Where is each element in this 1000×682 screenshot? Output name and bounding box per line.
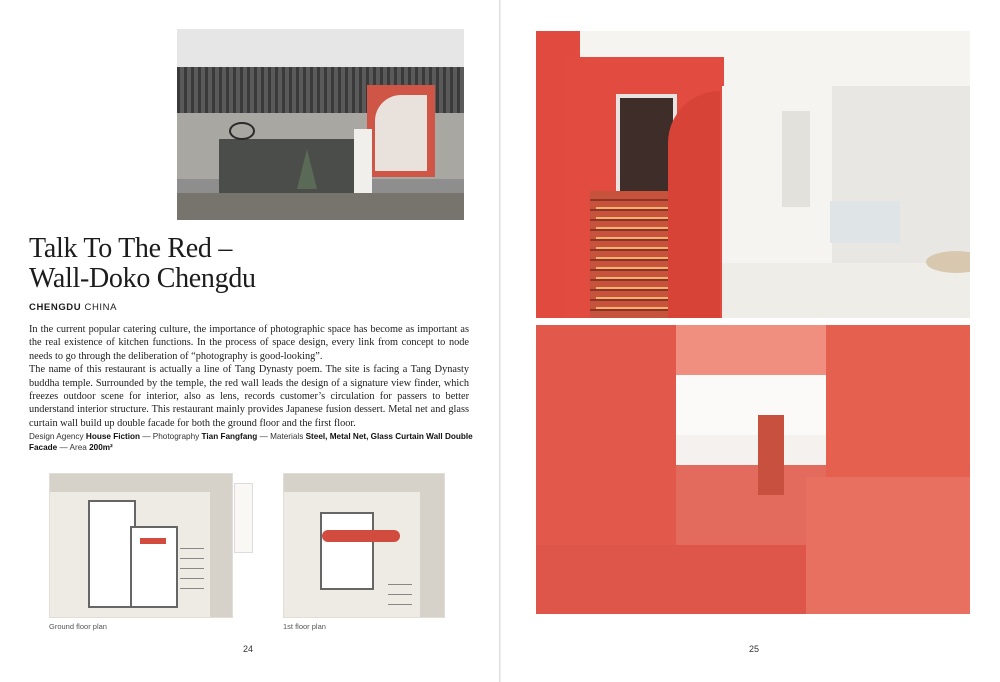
title-line-2: Wall-Doko Chengdu: [29, 263, 256, 294]
credit-label-agency: Design Agency: [29, 432, 84, 441]
article-title: [29, 234, 469, 294]
body-paragraph-1: In the current popular catering culture, the importance of photographic space has become as important as the real existence of kitchen functions. In the process of space design, every link from concept to node needs to go through the deliberation of “photography is good-looking”.: [29, 324, 469, 362]
page-number-right: 25: [749, 644, 760, 654]
plan-divider: [234, 483, 253, 553]
credit-label-materials: Materials: [270, 432, 304, 441]
credit-label-photography: Photography: [152, 432, 200, 441]
ground-floor-plan: [49, 473, 233, 618]
title-line-1: Talk To The Red –: [29, 233, 233, 264]
credit-materials: Steel, Metal Net, Glass Curtain Wall Double Facade: [29, 432, 473, 452]
credit-area: 200m²: [89, 442, 113, 452]
credit-photography: Tian Fangfang: [201, 432, 258, 441]
caption-first-floor: 1st floor plan: [283, 622, 326, 631]
location-city: CHENGDU: [29, 302, 82, 313]
left-page: [0, 0, 499, 682]
body-paragraph-2: The name of this restaurant is actually a line of Tang Dynasty poem. The site is facing a Tang Dynasty buddha temple. Surrounded by the temple, the red wall leads the design of a signature view finder, which freezes outdoor scene for interior, also as lens, records customer’s circulation for passers to better understand interior structure. This restaurant mainly provides Japanese fusion dessert. Metal net and glass curtain wall build up double facade for both the ground floor and the first floor.: [29, 364, 469, 429]
article-body: [29, 323, 469, 430]
credits: Design Agency House Fiction — Photography Tian Fangfang — Materials Steel, Metal Net, Glass Curtain Wall Double Facade — Area 200m²: [29, 432, 473, 452]
first-floor-plan: [283, 473, 445, 618]
location-country: CHINA: [84, 302, 118, 313]
caption-ground-floor: Ground floor plan: [49, 622, 107, 631]
credit-agency: House Fiction: [85, 432, 141, 441]
page-number-left: 24: [243, 644, 254, 654]
credit-label-area: Area: [69, 442, 87, 452]
storefront-photo: [177, 29, 464, 220]
red-corridor-photo: [536, 325, 970, 614]
restaurant-logo: [229, 122, 255, 140]
location: [29, 302, 117, 313]
staircase-photo: [536, 31, 970, 318]
